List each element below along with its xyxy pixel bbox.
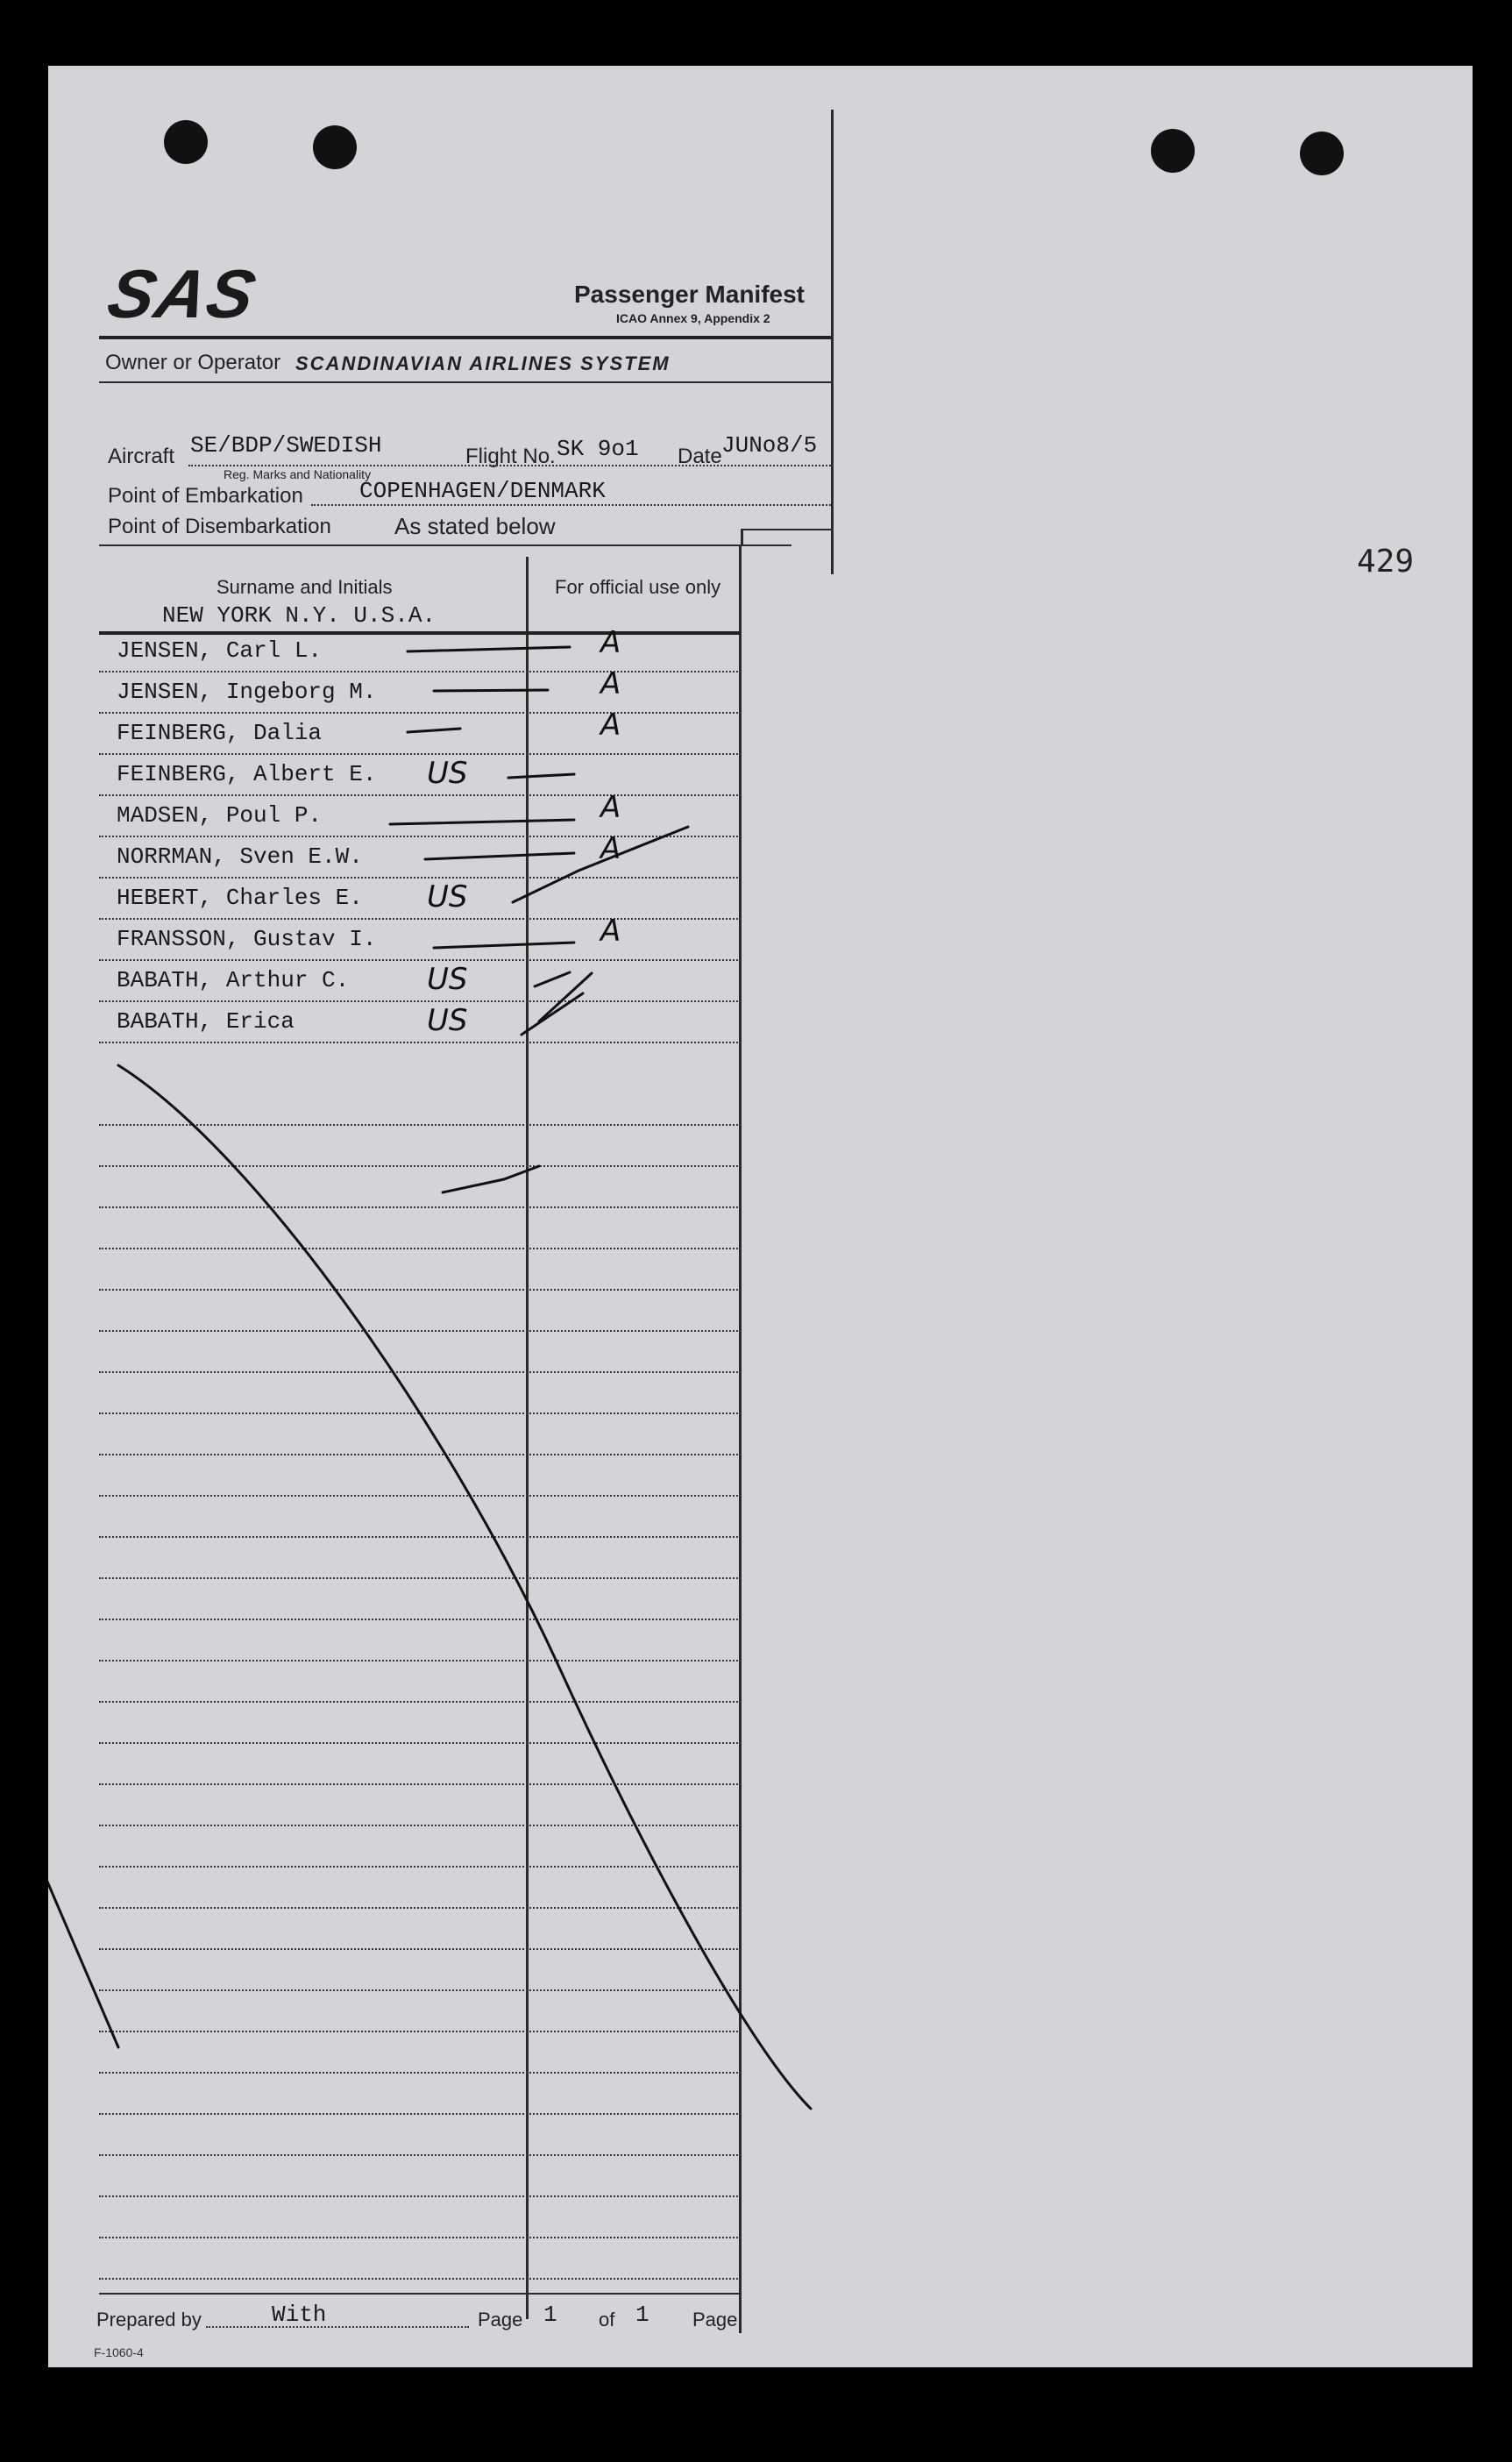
- reg-marks-label: Reg. Marks and Nationality: [224, 467, 372, 481]
- passenger-name: FEINBERG, Dalia: [117, 720, 323, 746]
- form-code: F-1060-4: [94, 2345, 144, 2359]
- official-mark: US: [427, 1003, 468, 1038]
- col-official-header: For official use only: [555, 576, 721, 598]
- embarkation-value: COPENHAGEN/DENMARK: [359, 478, 606, 504]
- official-mark: US: [427, 962, 468, 997]
- aircraft-value: SE/BDP/SWEDISH: [190, 432, 382, 459]
- sas-logo: SAS: [101, 255, 264, 332]
- flight-no-label: Flight No.: [465, 445, 556, 468]
- footer-rule: [99, 2293, 741, 2295]
- diagonal-strike: [118, 1065, 811, 2109]
- passenger-name: JENSEN, Ingeborg M.: [117, 679, 377, 705]
- manifest-title: Passenger Manifest: [574, 281, 805, 308]
- page-stamp: 429: [1357, 544, 1415, 580]
- page-value: 1: [543, 2302, 557, 2328]
- flight-no-value: SK 9o1: [557, 436, 639, 462]
- disembarkation-value: As stated below: [394, 513, 556, 539]
- operator-label: Owner or Operator: [105, 351, 281, 374]
- official-mark: US: [427, 756, 468, 791]
- official-mark: A: [600, 790, 621, 825]
- official-mark: A: [600, 625, 621, 660]
- page-label: Page: [478, 2309, 523, 2330]
- of-label: of: [599, 2309, 615, 2330]
- aircraft-label: Aircraft: [108, 445, 175, 468]
- pages-label: Page: [692, 2309, 738, 2330]
- official-mark: A: [600, 831, 621, 866]
- passenger-name: FEINBERG, Albert E.: [117, 761, 377, 787]
- disembarkation-label: Point of Disembarkation: [108, 515, 331, 538]
- passenger-name: BABATH, Erica: [117, 1008, 295, 1035]
- passenger-name: FRANSSON, Gustav I.: [117, 926, 377, 952]
- col-names-header: Surname and Initials: [217, 576, 393, 598]
- official-mark: US: [427, 879, 468, 914]
- passenger-name: BABATH, Arthur C.: [117, 967, 350, 993]
- of-value: 1: [635, 2302, 650, 2328]
- official-mark: A: [600, 708, 621, 743]
- manifest-sheet: [48, 66, 1473, 2367]
- official-mark: A: [600, 666, 621, 701]
- prepared-by-value: With: [272, 2302, 327, 2328]
- prepared-by-label: Prepared by: [96, 2309, 202, 2330]
- operator-value: SCANDINAVIAN AIRLINES SYSTEM: [295, 352, 671, 374]
- destination: NEW YORK N.Y. U.S.A.: [162, 602, 437, 629]
- manifest-subtitle: ICAO Annex 9, Appendix 2: [616, 311, 770, 325]
- passenger-name: JENSEN, Carl L.: [117, 637, 323, 664]
- date-value: JUNo8/5: [721, 432, 818, 459]
- passenger-name: MADSEN, Poul P.: [117, 802, 323, 829]
- date-label: Date: [678, 445, 722, 468]
- prepared-by-dotted-rule: [206, 2326, 469, 2328]
- handwritten-annotations: [48, 66, 1473, 2367]
- official-mark: A: [600, 914, 621, 949]
- passenger-name: HEBERT, Charles E.: [117, 885, 363, 911]
- embarkation-label: Point of Embarkation: [108, 484, 303, 508]
- passenger-name: NORRMAN, Sven E.W.: [117, 843, 363, 870]
